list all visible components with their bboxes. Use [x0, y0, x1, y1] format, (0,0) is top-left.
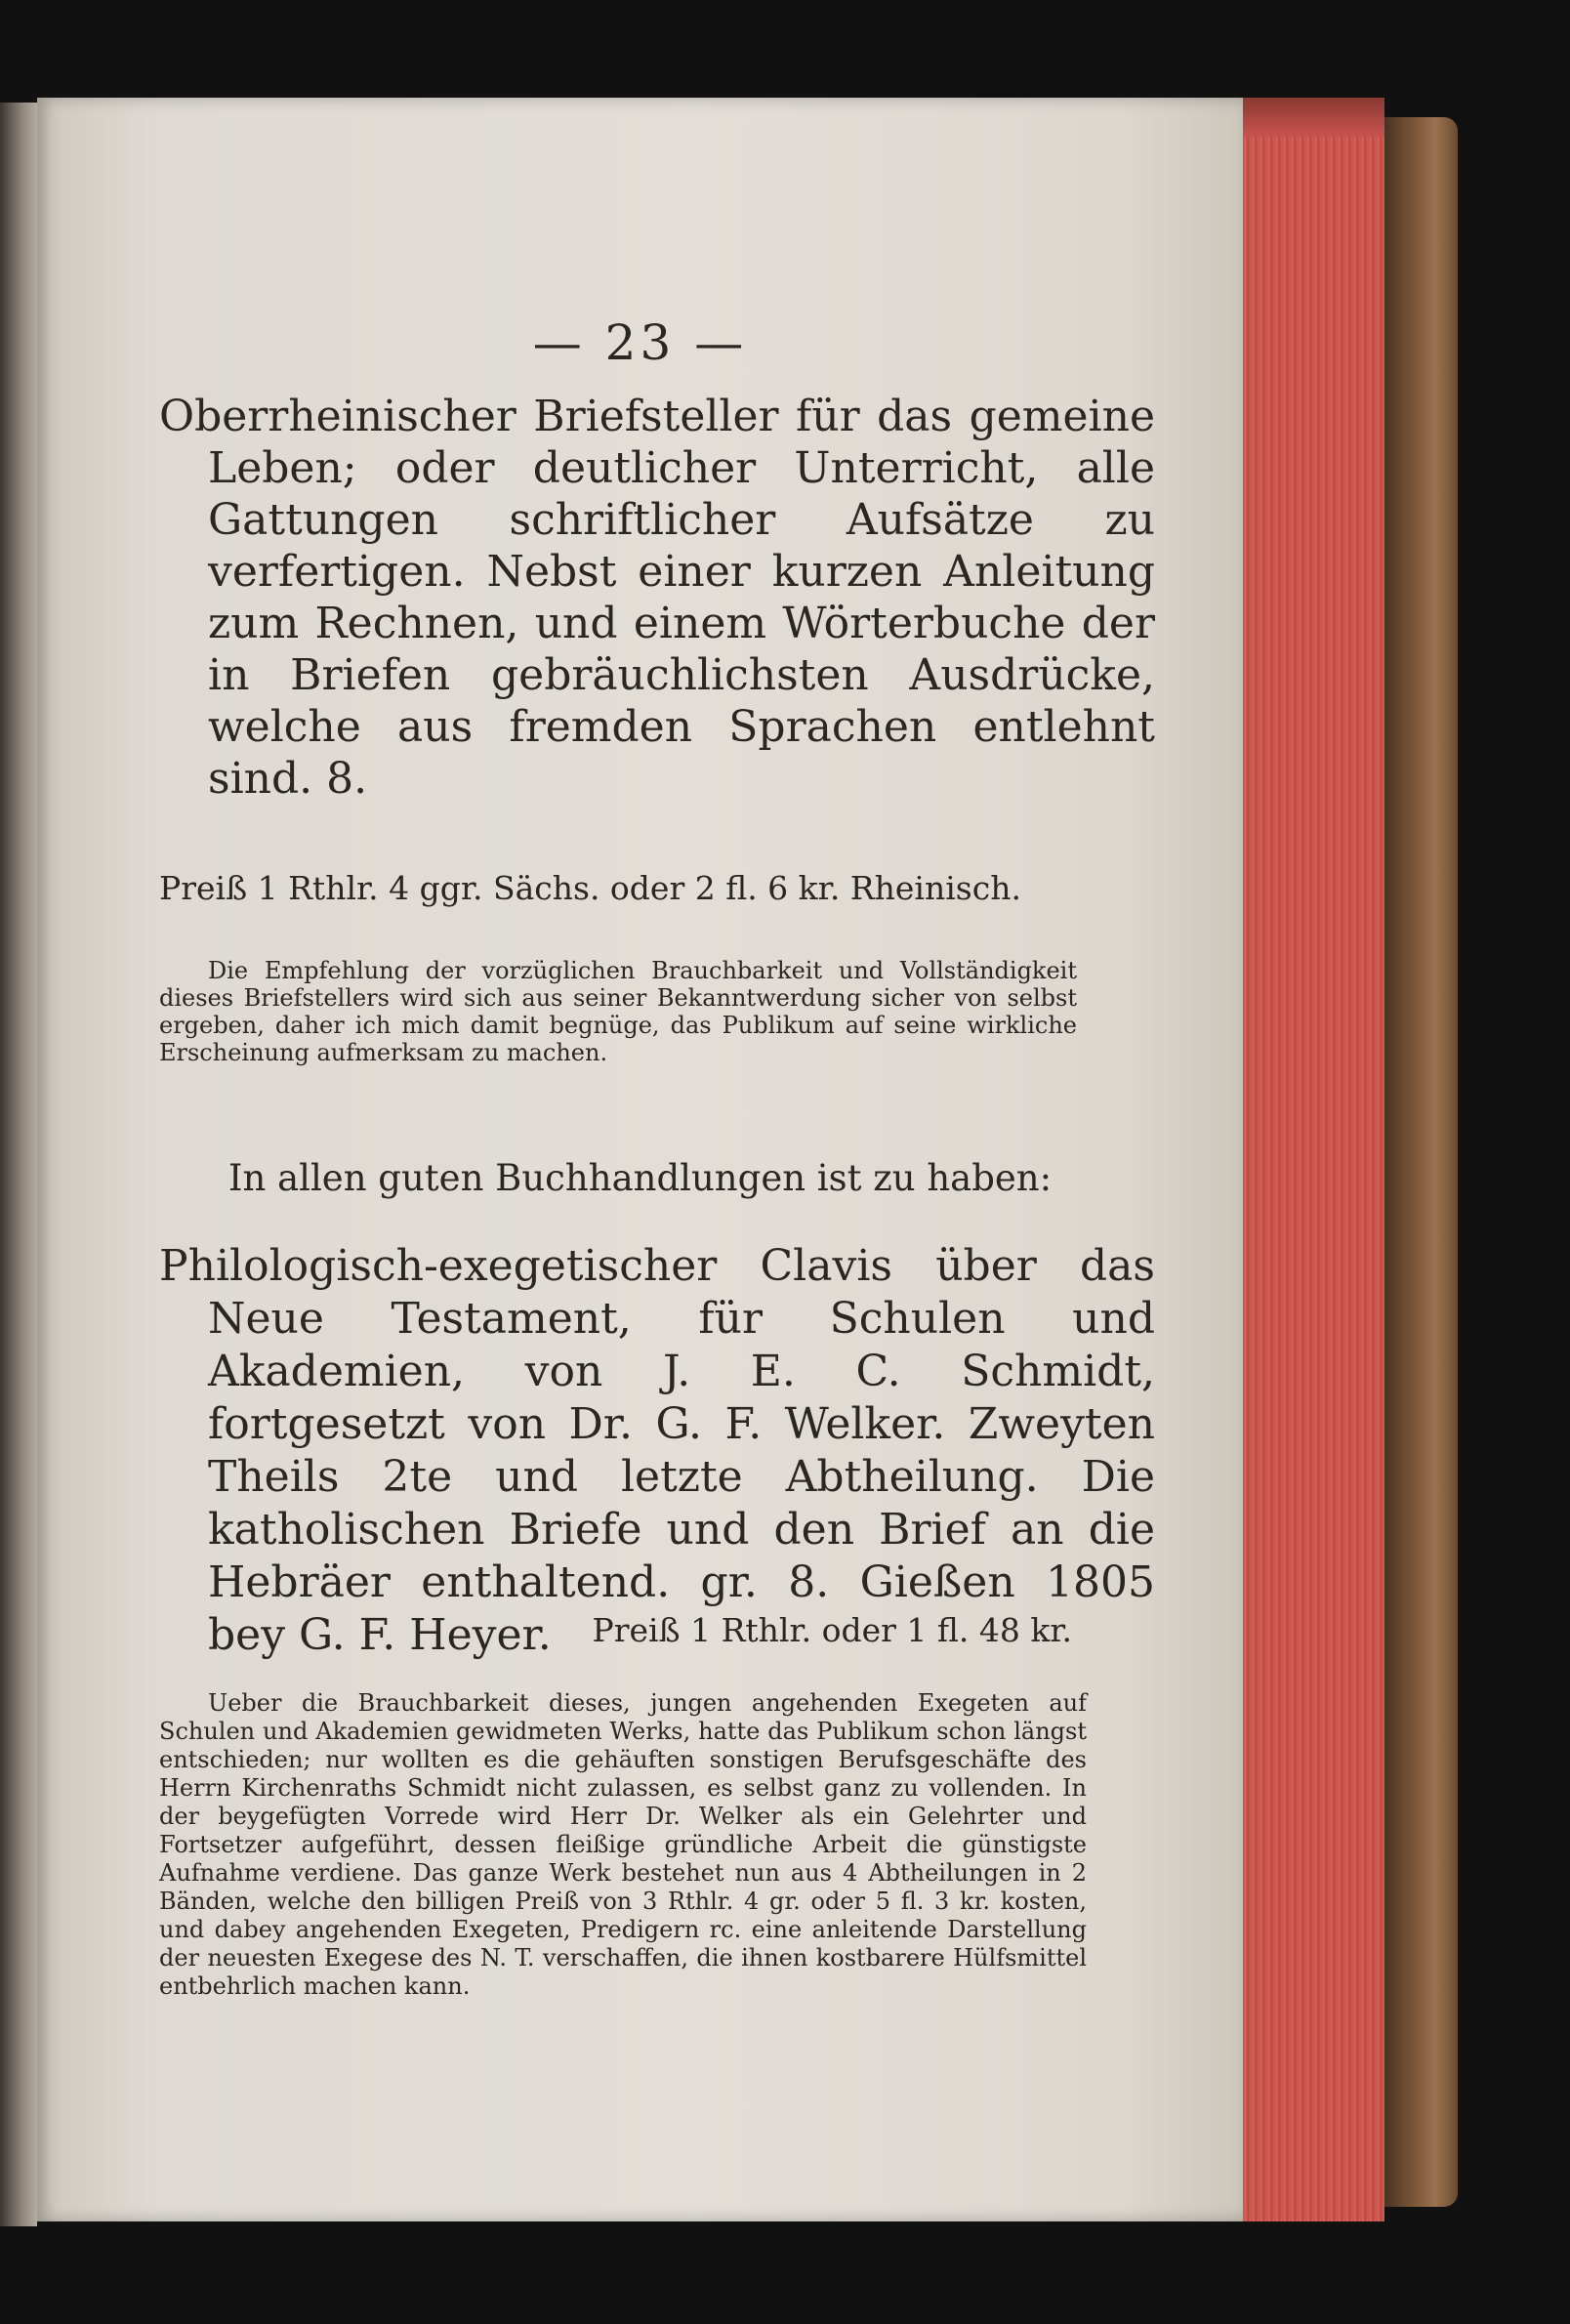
section-heading: In allen guten Buchhandlungen ist zu haben:	[227, 1157, 1053, 1199]
entry1-notice: Die Empfehlung der vorzüglichen Brauchbarkeit und Vollständigkeit dieses Briefstellers wird sich aus seiner Bekanntwerdung sicher von selbst ergeben, daher ich mich damit begnüge, das Publikum auf seine wirkliche Erscheinung aufmerksam zu machen.	[159, 957, 1077, 1066]
entry1-price: Preiß 1 Rthlr. 4 ggr. Sächs. oder 2 fl. 6 kr. Rheinisch.	[159, 869, 1021, 907]
entry2-notice: Ueber die Brauchbarkeit dieses, jungen angehenden Exegeten auf Schulen und Akademien gewidmeten Werks, hatte das Publikum schon längst entschieden; nur wollten es die gehäuften sonstigen Berufsgeschäfte des Herrn Kirchenraths Schmidt nicht zulassen, es selbst ganz zu vollenden. In der beygefügten Vorrede wird Herr Dr. Welker als ein Gelehrter und Fortsetzer aufgeführt, dessen fleißige gründliche Arbeit die günstigste Aufnahme verdiene. Das ganze Werk bestehet nun aus 4 Abtheilungen in 2 Bänden, welche den billigen Preiß von 3 Rthlr. 4 gr. oder 5 fl. 3 kr. kosten, und dabey angehenden Exegeten, Predigern rc. eine anleitende Darstellung der neuesten Exegese des N. T. verschaffen, die ihnen kostbarere Hülfsmittel entbehrlich machen kann.	[159, 1689, 1087, 2000]
page-number: — 23 —	[532, 314, 748, 371]
entry1-title: Oberrheinischer Briefsteller für das gemeine Leben; oder deutlicher Unterricht, alle Gattungen schriftlicher Aufsätze zu verfertigen. Nebst einer kurzen Anleitung zum Rechnen, und einem Wörterbuche der in Briefen gebräuchlichsten Ausdrücke, welche aus fremden Sprachen entlehnt sind. 8.	[159, 392, 1155, 804]
entry2-price: Preiß 1 Rthlr. oder 1 fl. 48 kr.	[592, 1611, 1072, 1649]
book-cover-edge	[1384, 117, 1458, 2207]
page-block-red-edge	[1243, 103, 1384, 2221]
facing-page-edge	[0, 103, 37, 2226]
page-block-top-edge	[1243, 98, 1384, 137]
entry2-title: Philologisch-exegetischer Clavis über das Neue Testament, für Schulen und Akademien, von J. E. C. Schmidt, fortgesetzt von Dr. G. F. Welker. Zweyten Theils 2te und letzte Abtheilung. Die katholischen Briefe und den Brief an die Hebräer enthaltend. gr. 8. Gießen 1805 bey G. F. Heyer.	[159, 1241, 1155, 1660]
book-page	[37, 98, 1243, 2221]
